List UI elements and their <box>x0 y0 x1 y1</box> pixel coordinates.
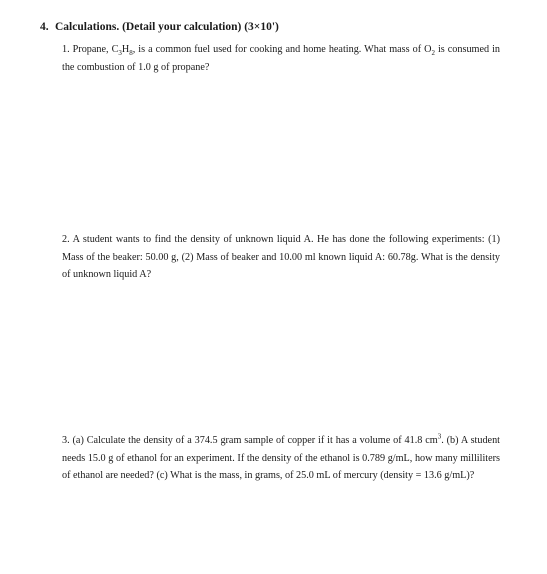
section-title: Calculations. (Detail your calculation) (3×10') <box>55 21 279 33</box>
section-number: 4. <box>40 21 49 33</box>
question-3: 3. (a) Calculate the density of a 374.5 gram sample of copper if it has a volume of 41.8 $cm^3$. (b) A student needs 15.0 g of ethanol for an experiment. If the density of the ethanol is 0.789 g/mL, how many milliliters of ethanol are needed? (c) What is the mass, in grams, of 25.0 mL of mercury (density = 13.6 g/mL)? <box>62 432 501 481</box>
question-2: 2. A student wants to find the density of unknown liquid A. He has done the following experiments: (1) Mass of the beaker: 50.00 g, (2) Mass of beaker and 10.00 ml known liquid A: 60.78g. What is the density of unknown liquid A? <box>62 234 500 280</box>
question-1: 1. Propane, $C_3H_8$, is a common fuel used for cooking and home heating. What mass of $O_2$ is consumed in the combustion of 1.0 g of propane? <box>62 44 501 73</box>
section-heading <box>40 21 279 33</box>
